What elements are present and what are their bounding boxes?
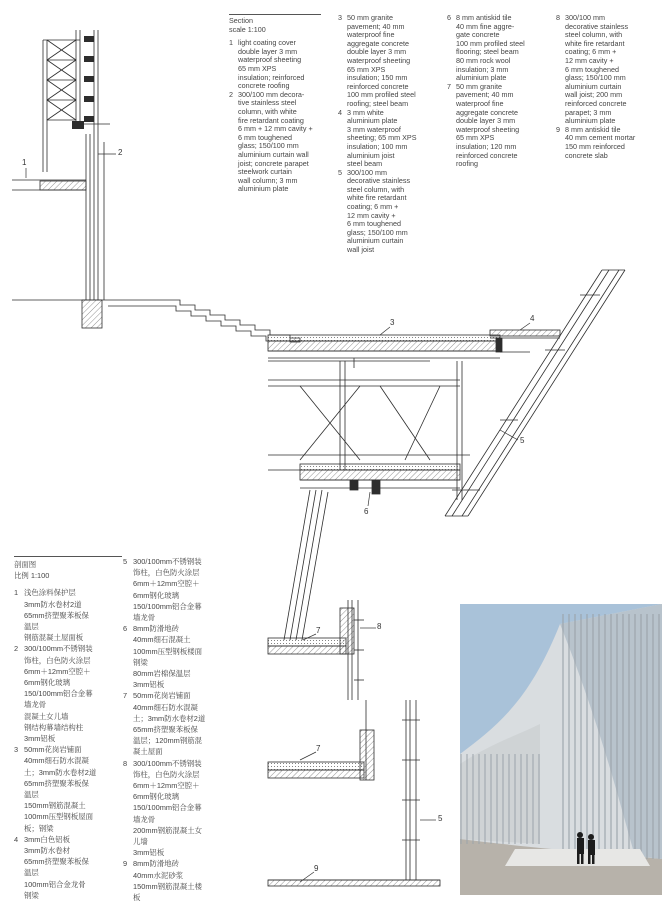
- parapet-item-7-8: [268, 600, 364, 700]
- roof-edge-item-4: [490, 330, 560, 352]
- callout-5: 5: [520, 436, 525, 445]
- lower-inclined-wall: [284, 490, 328, 640]
- callout-8: 8: [377, 622, 382, 631]
- ground-slab-item-9: [268, 880, 440, 886]
- legend-en-item-3: 3 50 mm granite pavement; 40 mm waterproof fine aggregate concrete double layer 3 mm waterproof sheeting 65 mm XPS insulation; 150 mm reinforced concrete 100 mm profiled steel roofing; steel beam: [338, 13, 416, 108]
- roof-deck-item-3: [268, 335, 500, 368]
- legend-en-item-4: 4 3 mm white aluminium plate 3 mm waterproof sheeting; 65 mm XPS insulation; 100 mm aluminium joist steel beam: [338, 107, 417, 169]
- callout-5-lower: 5: [438, 814, 443, 823]
- legend-en-item-5: 5 300/100 mm decorative stainless steel column, with white fire retardant coating; 6 mm + 12 mm cavity + 6 mm toughened glass; 150/100 mm aluminium curtain wall joist: [338, 167, 411, 255]
- building-photo-illustration: [460, 604, 662, 895]
- legend-cn-title: 剖面图: [14, 560, 37, 569]
- stepped-terrace: [12, 300, 300, 342]
- legend-cn-item-5: 5 300/100mm不锈钢装 饰柱，白色防火涂层 6mm＋12mm空腔＋ 6mm钢化玻璃 150/100mm铝合金幕 墙龙骨: [123, 557, 202, 623]
- lower-parapet: [268, 700, 420, 880]
- legend-cn-item-9: 9 8mm防滑地砖 40mm水泥砂浆 150mm钢筋混凝土楼 板: [123, 859, 202, 903]
- legend-cn-scale: 比例 1:100: [14, 571, 50, 581]
- inclined-curtain-wall-item-5: [445, 270, 625, 516]
- legend-en-item-7: 7 50 mm granite pavement; 40 mm waterproof fine aggregate concrete double layer 3 mm waterproof sheeting 65 mm XPS insulation; 120 mm reinforced concrete roofing: [447, 81, 520, 169]
- legend-en-item-1: 1 light coating cover double layer 3 mm waterproof sheeting 65 mm XPS insulation; reinforced concrete roofing: [229, 38, 305, 91]
- building-photograph: [460, 604, 662, 895]
- legend-cn-item-4: 4 3mm白色铝板 3mm防水卷材 65mm挤塑聚苯板保 温层 100mm铝合金龙骨 钢梁: [14, 834, 89, 900]
- legend-en-item-2: 2 300/100 mm decora- tive stainless steel column, with white fire retardant coating 6 mm + 12 mm cavity + 6 mm toughened glass; 150/100 mm aluminium curtain wall joist; concrete parapet steelwork curtain wall column; 3 mm aluminium plate: [229, 89, 313, 194]
- callout-4: 4: [530, 314, 535, 323]
- legend-en-item-6: 6 8 mm antiskid tile 40 mm fine aggre- gate concrete 100 mm profiled steel flooring; steel beam 80 mm rock wool insulation; 3 mm aluminium plate: [447, 13, 525, 83]
- legend-cn-item-7: 7 50mm花岗岩铺面 40mm细石防水混凝 土；3mm防水卷材2道 65mm挤塑聚苯板保 温层；120mm钢筋混 凝土屋面: [123, 691, 206, 757]
- legend-en-title: Section: [229, 16, 253, 25]
- legend-en-item-8: 8 300/100 mm decorative stainless steel column, with white fire retardant coating; 6 mm + 12 mm cavity + 6 mm toughened glass; 150/100 mm aluminium curtain wall joist; 200 mm reinforced concrete parapet; 3 mm aluminium plate: [556, 13, 629, 126]
- floor-slab-item-6: [268, 464, 460, 494]
- legend-cn-item-1: 1 浅色涂料保护层 3mm防水卷材2道 65mm挤塑聚苯板保 温层 钢筋混凝土屋面板: [14, 588, 89, 643]
- legend-cn-item-8: 8 300/100mm不锈钢装 饰柱，白色防火涂层 6mm＋12mm空腔＋ 6mm钢化玻璃 150/100mm铝合金幕 墙龙骨 200mm钢筋混凝土女 儿墙 3mm铝板: [123, 758, 202, 858]
- callout-1: 1: [22, 158, 27, 167]
- callout-9: 9: [314, 864, 319, 873]
- callout-6: 6: [364, 507, 369, 516]
- legend-en-scale: scale 1:100: [229, 24, 266, 34]
- callout-7-upper: 7: [316, 626, 321, 635]
- legend-cn-item-3: 3 50mm花岗岩铺面 40mm细石防水混凝 土；3mm防水卷材2道 65mm挤塑聚苯板保 温层 150mm钢筋混凝土 100mm压型钢板屋面 板；钢梁: [14, 745, 97, 833]
- roof-slab-item-1: [12, 180, 86, 190]
- callout-3: 3: [390, 318, 395, 327]
- upper-facade-truss: [43, 30, 110, 300]
- legend-cn-item-2: 2 300/100mm不锈钢装 饰柱，白色防火涂层 6mm＋12mm空腔＋ 6mm钢化玻璃 150/100mm铝合金幕 墙龙骨 混凝土女儿墙 钢结构幕墙结构柱 3mm铝板: [14, 644, 93, 744]
- legend-cn-item-6: 6 8mm防滑地砖 40mm细石混凝土 100mm压型钢板楼面 钢梁 80mm岩棉保温层 3mm铝板: [123, 624, 202, 690]
- callout-2: 2: [118, 148, 123, 157]
- callout-7-lower: 7: [316, 744, 321, 753]
- legend-en-item-9: 9 8 mm antiskid tile 40 mm cement mortar 150 mm reinforced concrete slab: [556, 124, 636, 160]
